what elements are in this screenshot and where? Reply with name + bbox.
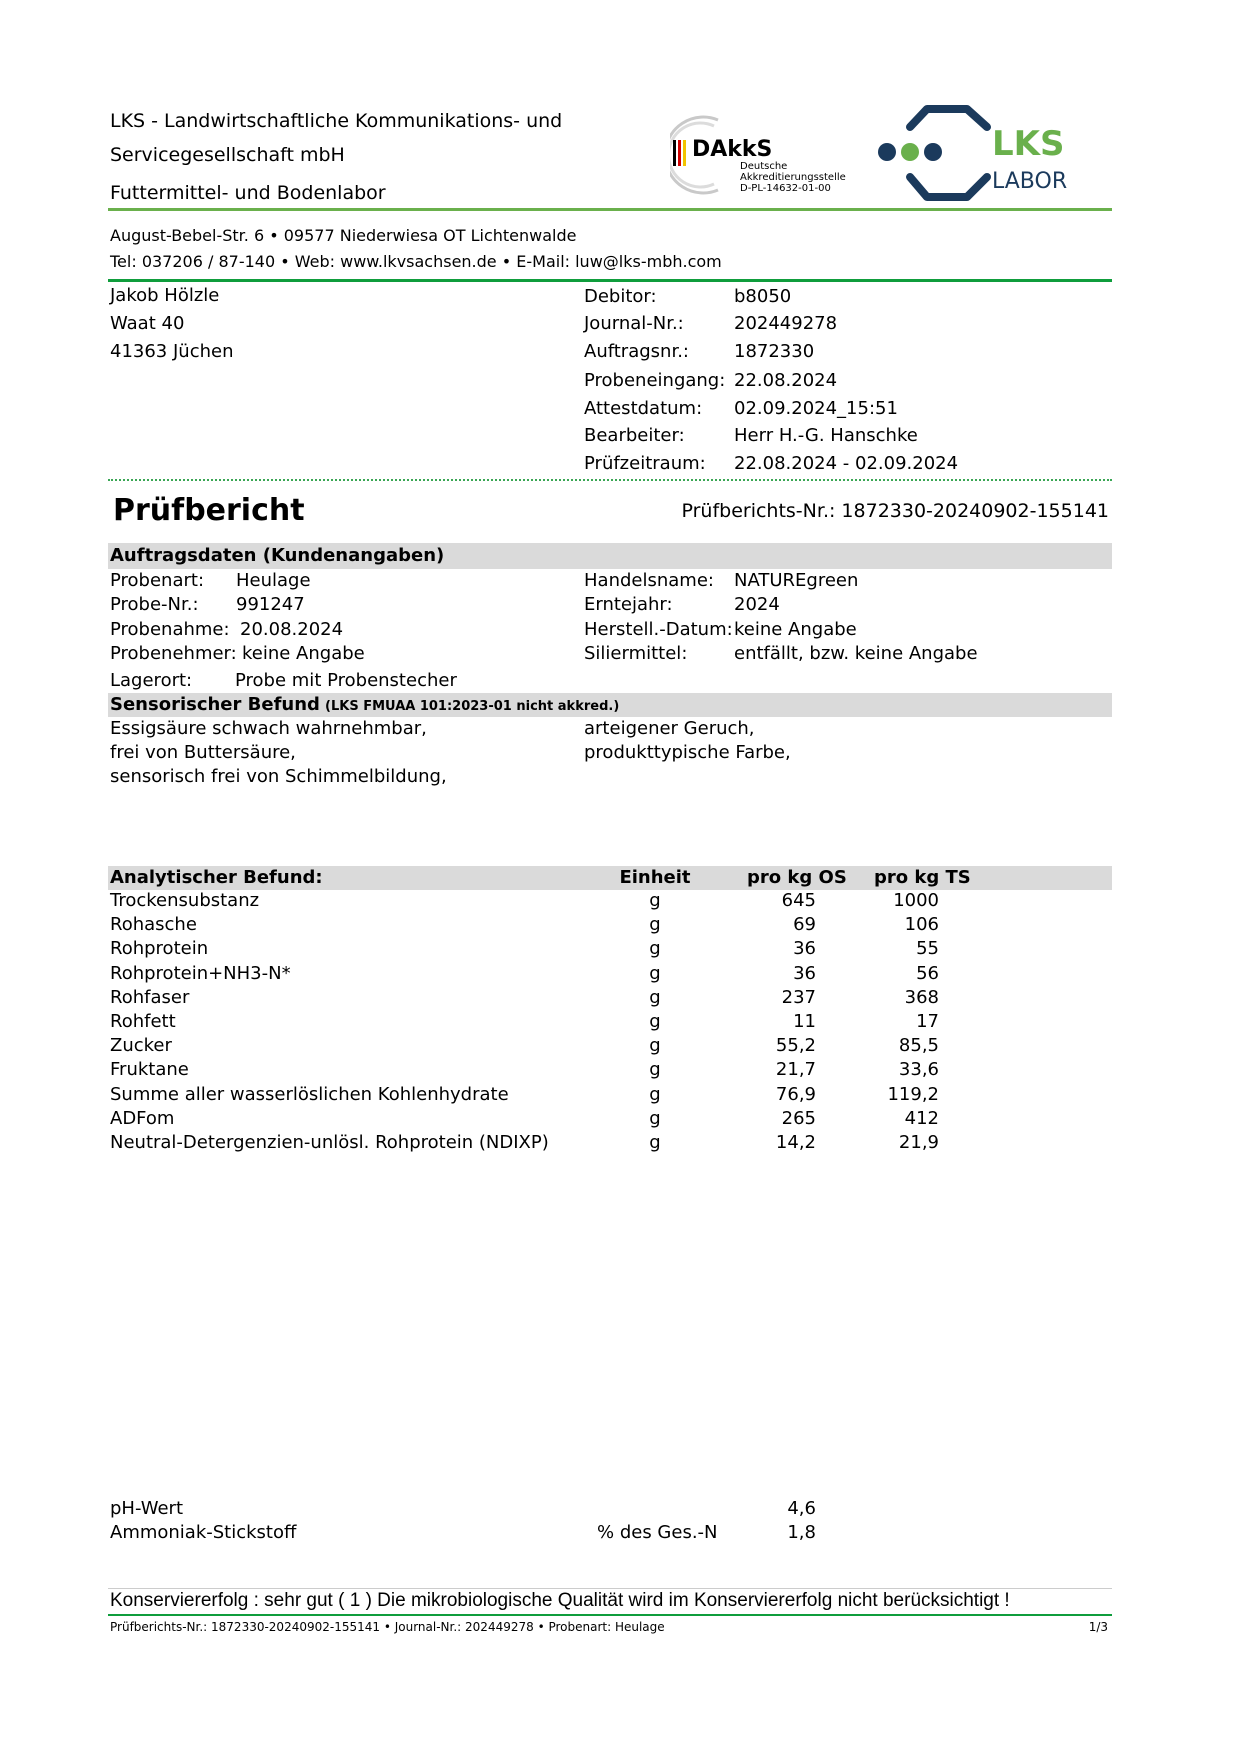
analysis-row-os: 645 bbox=[781, 890, 816, 911]
analysis-col-unit: Einheit bbox=[619, 867, 691, 888]
order-value: keine Angabe bbox=[242, 643, 365, 664]
analysis-row-ts: 17 bbox=[916, 1011, 939, 1032]
analysis-row-ts: 21,9 bbox=[898, 1132, 939, 1153]
extra-unit: % des Ges.-N bbox=[597, 1522, 718, 1543]
analysis-row-unit: g bbox=[649, 1132, 661, 1153]
analysis-row-os: 69 bbox=[793, 914, 816, 935]
analysis-row-os: 11 bbox=[793, 1011, 816, 1032]
meta-value: 1872330 bbox=[734, 341, 815, 362]
analysis-row-unit: g bbox=[649, 1084, 661, 1105]
meta-value: 02.09.2024_15:51 bbox=[734, 398, 898, 419]
analysis-row-os: 14,2 bbox=[775, 1132, 816, 1153]
analysis-row-unit: g bbox=[649, 1059, 661, 1080]
analysis-row-ts: 55 bbox=[916, 938, 939, 959]
meta-label: Attestdatum: bbox=[584, 398, 703, 419]
order-label: Probe-Nr.: bbox=[110, 594, 199, 615]
analysis-row-name: Rohprotein+NH3-N* bbox=[110, 963, 291, 984]
analysis-row-os: 21,7 bbox=[775, 1059, 816, 1080]
analysis-row-ts: 56 bbox=[916, 963, 939, 984]
meta-label: Bearbeiter: bbox=[584, 425, 685, 446]
analysis-row-os: 237 bbox=[781, 987, 816, 1008]
company-address: August-Bebel-Str. 6 • 09577 Niederwiesa OT Lichtenwalde bbox=[110, 226, 577, 245]
analysis-row-name: Rohfett bbox=[110, 1011, 176, 1032]
analysis-row-ts: 85,5 bbox=[898, 1035, 939, 1056]
meta-label: Prüfzeitraum: bbox=[584, 453, 706, 474]
extra-name: Ammoniak-Stickstoff bbox=[110, 1522, 297, 1543]
sensory-header-wrap bbox=[110, 694, 619, 715]
analysis-row-os: 36 bbox=[793, 938, 816, 959]
meta-value: 202449278 bbox=[734, 313, 838, 334]
recipient-city: 41363 Jüchen bbox=[110, 341, 234, 362]
sensory-header: Sensorischer Befund bbox=[110, 694, 320, 715]
order-header: Auftragsdaten (Kundenangaben) bbox=[110, 545, 445, 566]
dakks-logo bbox=[670, 112, 870, 198]
conservation-note: Konserviererfolg : sehr gut ( 1 ) Die mikrobiologische Qualität wird im Konserviererfolg nicht berücksichtigt ! bbox=[110, 1590, 1010, 1611]
analysis-row-name: Fruktane bbox=[110, 1059, 189, 1080]
analysis-col-ts: pro kg TS bbox=[874, 867, 971, 888]
analysis-row-os: 76,9 bbox=[775, 1084, 816, 1105]
order-label: Herstell.-Datum: bbox=[584, 619, 733, 640]
analysis-row-unit: g bbox=[649, 890, 661, 911]
analysis-row-ts: 33,6 bbox=[898, 1059, 939, 1080]
sensory-header-note: (LKS FMUAA 101:2023-01 nicht akkred.) bbox=[325, 699, 620, 714]
analysis-row-unit: g bbox=[649, 987, 661, 1008]
recipient-street: Waat 40 bbox=[110, 313, 185, 334]
analysis-row-name: Rohprotein bbox=[110, 938, 209, 959]
analysis-row-ts: 106 bbox=[904, 914, 939, 935]
analysis-row-ts: 1000 bbox=[893, 890, 939, 911]
meta-label: Auftragsnr.: bbox=[584, 341, 689, 362]
analysis-row-name: ADFom bbox=[110, 1108, 175, 1129]
page-number: 1/3 bbox=[1088, 1620, 1108, 1634]
meta-value: 22.08.2024 - 02.09.2024 bbox=[734, 453, 959, 474]
analysis-row-ts: 368 bbox=[904, 987, 939, 1008]
analysis-row-ts: 119,2 bbox=[887, 1084, 939, 1105]
analysis-col-os: pro kg OS bbox=[747, 867, 847, 888]
lks-logo-bottom: LABOR bbox=[992, 169, 1068, 194]
analysis-row-unit: g bbox=[649, 938, 661, 959]
analysis-row-name: Zucker bbox=[110, 1035, 172, 1056]
dakks-sub2: Akkreditierungsstelle bbox=[740, 172, 846, 183]
sensory-right-item: arteigener Geruch, bbox=[584, 718, 755, 739]
header-divider bbox=[108, 208, 1112, 211]
company-contact: Tel: 037206 / 87-140 • Web: www.lkvsachsen.de • E-Mail: luw@lks-mbh.com bbox=[110, 252, 722, 271]
company-name-line1: LKS - Landwirtschaftliche Kommunikations- und bbox=[110, 110, 563, 132]
meta-label: Debitor: bbox=[584, 286, 657, 307]
analysis-row-unit: g bbox=[649, 914, 661, 935]
lks-logo-top: LKS bbox=[992, 124, 1065, 164]
extra-value: 4,6 bbox=[787, 1498, 816, 1519]
report-number: Prüfberichts-Nr.: 1872330-20240902-155141 bbox=[681, 500, 1109, 522]
order-label: Siliermittel: bbox=[584, 643, 688, 664]
sensory-right-item: produkttypische Farbe, bbox=[584, 742, 791, 763]
meta-divider bbox=[108, 479, 1112, 481]
analysis-row-os: 265 bbox=[781, 1108, 816, 1129]
order-value: 20.08.2024 bbox=[240, 619, 344, 640]
order-label: Erntejahr: bbox=[584, 594, 673, 615]
order-label: Lagerort: bbox=[110, 670, 193, 691]
order-label: Handelsname: bbox=[584, 570, 714, 591]
analysis-row-unit: g bbox=[649, 1011, 661, 1032]
sensory-left-item: sensorisch frei von Schimmelbildung, bbox=[110, 766, 447, 787]
sensory-left-item: frei von Buttersäure, bbox=[110, 742, 296, 763]
conservation-top-rule bbox=[108, 1588, 1112, 1589]
order-label: Probenehmer: bbox=[110, 643, 237, 664]
order-value: Heulage bbox=[236, 570, 311, 591]
recipient-name: Jakob Hölzle bbox=[110, 285, 220, 306]
footer-text: Prüfberichts-Nr.: 1872330-20240902-155141 • Journal-Nr.: 202449278 • Probenart: Heulage bbox=[110, 1620, 665, 1634]
analysis-row-name: Trockensubstanz bbox=[110, 890, 260, 911]
extra-name: pH-Wert bbox=[110, 1498, 184, 1519]
analysis-row-os: 55,2 bbox=[775, 1035, 816, 1056]
dakks-id: D-PL-14632-01-00 bbox=[740, 183, 831, 194]
lks-labor-logo bbox=[872, 105, 1092, 205]
extra-value: 1,8 bbox=[787, 1522, 816, 1543]
analysis-row-name: Rohasche bbox=[110, 914, 197, 935]
sensory-left-item: Essigsäure schwach wahrnehmbar, bbox=[110, 718, 427, 739]
footer-divider bbox=[108, 1614, 1112, 1616]
order-label: Probenart: bbox=[110, 570, 205, 591]
order-value: entfällt, bzw. keine Angabe bbox=[734, 643, 978, 664]
meta-label: Journal-Nr.: bbox=[584, 313, 684, 334]
order-value: NATUREgreen bbox=[734, 570, 859, 591]
order-value: keine Angabe bbox=[734, 619, 857, 640]
company-lab-name: Futtermittel- und Bodenlabor bbox=[110, 182, 386, 204]
meta-value: Herr H.-G. Hanschke bbox=[734, 425, 918, 446]
order-value: 2024 bbox=[734, 594, 780, 615]
meta-value: b8050 bbox=[734, 286, 792, 307]
analysis-row-name: Rohfaser bbox=[110, 987, 190, 1008]
analysis-row-os: 36 bbox=[793, 963, 816, 984]
analysis-row-name: Summe aller wasserlöslichen Kohlenhydrate bbox=[110, 1084, 509, 1105]
dakks-sub1: Deutsche bbox=[740, 161, 788, 172]
analysis-row-unit: g bbox=[649, 1035, 661, 1056]
report-title: Prüfbericht bbox=[113, 493, 305, 528]
analysis-header: Analytischer Befund: bbox=[110, 867, 323, 888]
address-divider bbox=[108, 279, 1112, 282]
meta-value: 22.08.2024 bbox=[734, 370, 838, 391]
order-label: Probenahme: bbox=[110, 619, 230, 640]
analysis-row-unit: g bbox=[649, 963, 661, 984]
order-value: Probe mit Probenstecher bbox=[235, 670, 457, 691]
order-value: 991247 bbox=[236, 594, 305, 615]
company-name-line2: Servicegesellschaft mbH bbox=[110, 144, 345, 166]
analysis-row-unit: g bbox=[649, 1108, 661, 1129]
dakks-name: DAkkS bbox=[692, 137, 773, 162]
analysis-row-name: Neutral-Detergenzien-unlösl. Rohprotein (NDIXP) bbox=[110, 1132, 549, 1153]
analysis-row-ts: 412 bbox=[904, 1108, 939, 1129]
meta-label: Probeneingang: bbox=[584, 370, 726, 391]
